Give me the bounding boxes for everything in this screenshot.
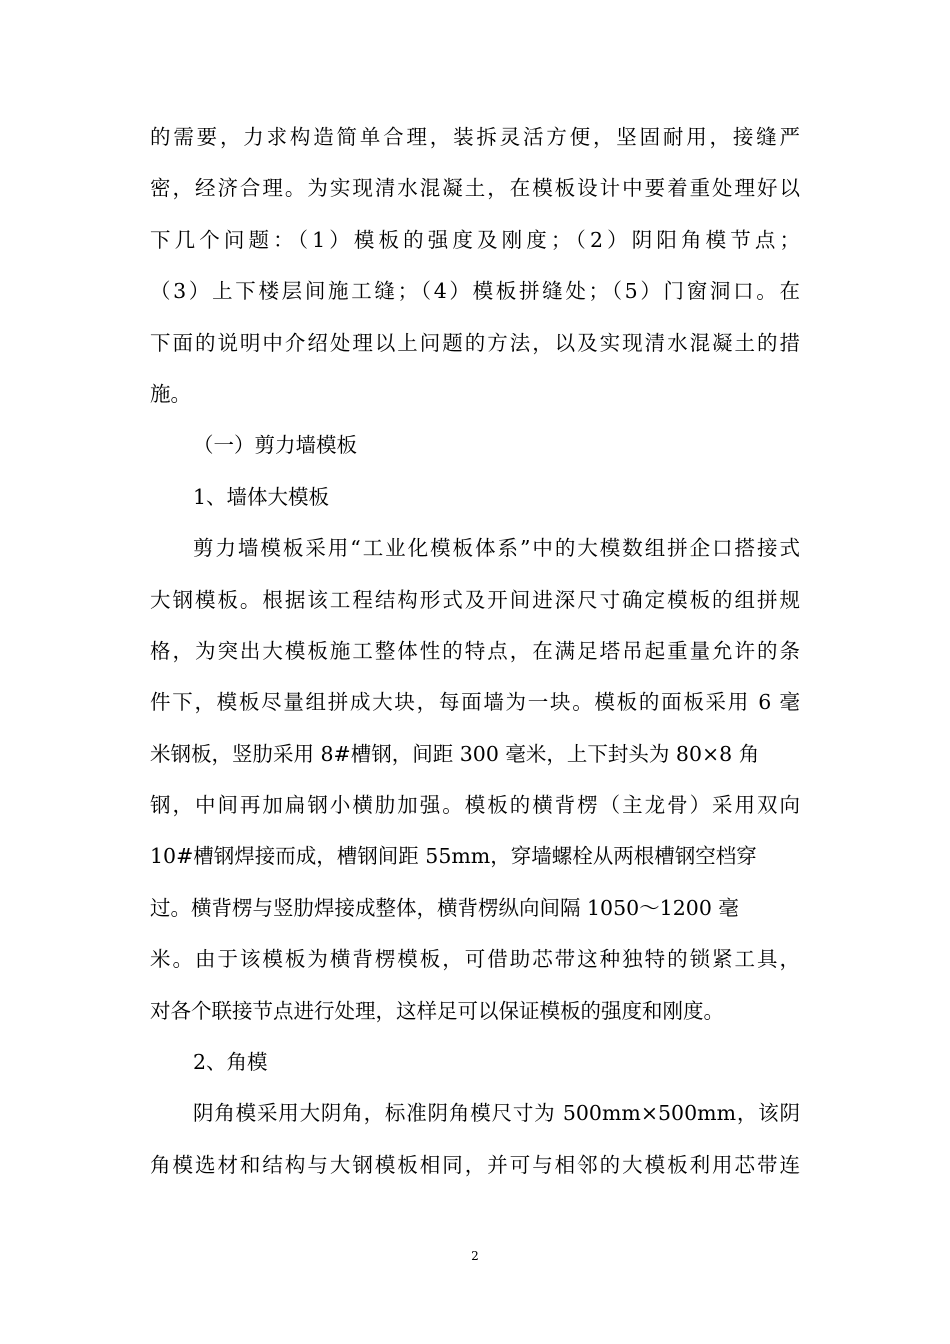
text-line: 角模选材和结构与大钢模板相同，并可与相邻的大模板利用芯带连 — [150, 1152, 800, 1177]
text-line: 施。 — [150, 381, 191, 406]
text-line: 过。横背楞与竖肋焊接成整体，横背楞纵向间隔 1050～1200 毫 — [150, 895, 739, 920]
text-line: 下面的说明中介绍处理以上问题的方法，以及实现清水混凝土的措 — [150, 330, 800, 355]
text-line: 对各个联接节点进行处理，这样足可以保证模板的强度和刚度。 — [150, 998, 724, 1023]
text-line: 的需要，力求构造简单合理，装拆灵活方便，坚固耐用，接缝严 — [150, 125, 800, 149]
text-line: 钢，中间再加扁钢小横肋加强。模板的横背楞（主龙骨）采用双向 — [150, 793, 800, 818]
body-text — [150, 112, 800, 1191]
page-number: 2 — [471, 1249, 479, 1263]
subsection-heading: 1、墙体大模板 — [193, 484, 330, 509]
text-line: （3）上下楼层间施工缝；（4）模板拼缝处；（5）门窗洞口。在 — [150, 279, 800, 304]
subsection-heading: 2、角模 — [193, 1050, 268, 1075]
text-line: 10#槽钢焊接而成，槽钢间距 55mm，穿墙螺栓从两根槽钢空档穿 — [150, 844, 757, 869]
text-line: 米。由于该模板为横背楞模板，可借助芯带这种独特的锁紧工具， — [150, 947, 800, 972]
text-line: 米钢板，竖肋采用 8#槽钢，间距 300 毫米，上下封头为 80×8 角 — [150, 741, 760, 766]
text-line: 格，为突出大模板施工整体性的特点，在满足塔吊起重量允许的条 — [150, 638, 800, 663]
text-line: 件下，模板尽量组拼成大块，每面墙为一块。模板的面板采用 6 毫 — [150, 690, 800, 715]
section-heading: （一）剪力墙模板 — [193, 433, 357, 458]
text-line: 密，经济合理。为实现清水混凝土，在模板设计中要着重处理好以 — [150, 176, 800, 201]
text-line: 大钢模板。根据该工程结构形式及开间进深尺寸确定模板的组拼规 — [150, 587, 800, 612]
text-line: 阴角模采用大阴角，标准阴角模尺寸为 500mm×500mm，该阴 — [193, 1101, 800, 1126]
text-line: 下几个问题：（1）模板的强度及刚度；（2）阴阳角模节点； — [150, 227, 800, 252]
text-line: 剪力墙模板采用“工业化模板体系”中的大模数组拼企口搭接式 — [193, 536, 800, 561]
